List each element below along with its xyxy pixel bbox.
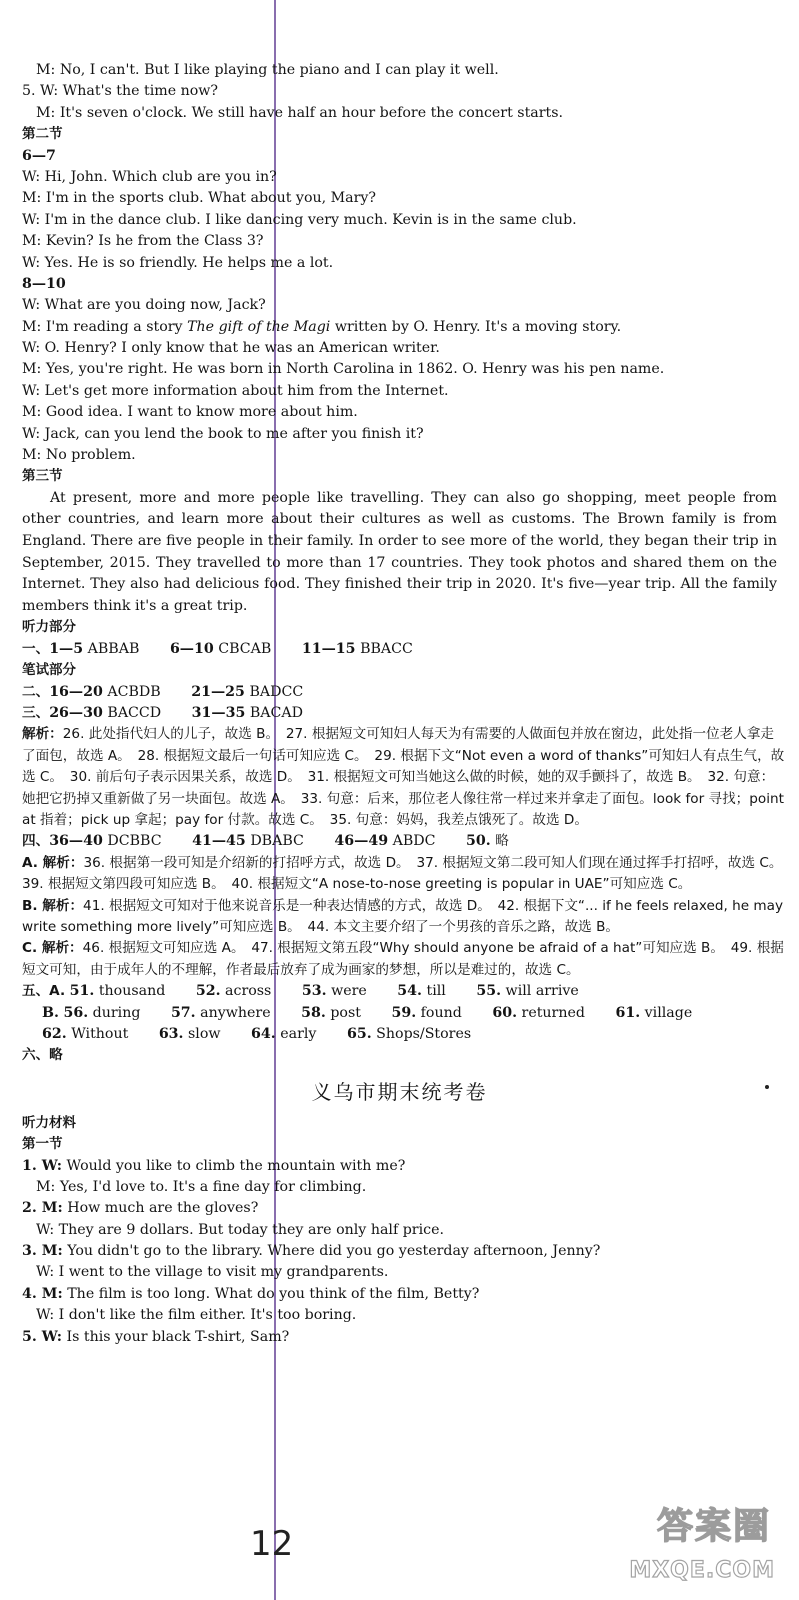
dialog-line: W: O. Henry? I only know that he was an American writer.: [22, 340, 440, 357]
answers: DCBBC: [107, 833, 162, 850]
analysis-label: C. 解析：: [22, 940, 83, 957]
answers: BADCC: [249, 683, 304, 700]
page-number: 12: [250, 1524, 294, 1564]
dialog-text: The film is too long. What do you think of the film, Betty?: [67, 1285, 480, 1302]
dialog-line: [0, 1177, 799, 1198]
item-answer: across: [225, 983, 272, 1000]
dialog-text: I went to the village to visit my grandparents.: [58, 1264, 389, 1281]
item-number: 51.: [69, 983, 95, 1000]
part-prefix: 三、: [22, 704, 50, 721]
written-heading: 笔试部分: [22, 662, 76, 679]
item-answer: will arrive: [505, 983, 579, 1000]
analysis-block-b: [0, 896, 799, 939]
dialog-line: W: I'm in the dance club. I like dancing very much. Kevin is in the same club.: [22, 211, 577, 228]
dialog-text: I don't like the film either. It's too boring.: [58, 1307, 357, 1324]
question-group-label: 8—10: [22, 275, 66, 292]
part-prefix: B.: [42, 1004, 59, 1021]
dialog-line: [0, 317, 799, 338]
range: 26—30: [49, 704, 103, 721]
section-label: 第三节: [22, 468, 63, 485]
dialog-line: [0, 1262, 799, 1283]
answers: ABDC: [392, 833, 436, 850]
item-number: 54.: [397, 983, 422, 1000]
part-prefix: 四、: [22, 833, 50, 850]
analysis-label: B. 解析：: [22, 897, 84, 914]
item-answer: Without: [71, 1025, 129, 1042]
analysis-block: [0, 724, 799, 831]
item-number: 53.: [301, 983, 327, 1000]
answer-line: [0, 831, 799, 852]
range: 36—40: [49, 833, 103, 850]
speaker: 3. M:: [22, 1243, 63, 1260]
dialog-text: M: I'm reading a story: [22, 318, 188, 335]
dialog-line: [0, 1284, 799, 1305]
dialog-text: Yes, I'd love to. It's a fine day for climbing.: [59, 1178, 367, 1195]
part-prefix: 一、: [22, 640, 50, 657]
book-title: The gift of the Magi: [187, 318, 331, 335]
dialog-line: [0, 1156, 799, 1177]
answers: BACCD: [107, 704, 162, 721]
dialog-line: M: Good idea. I want to know more about him.: [22, 404, 358, 421]
listening-heading: 听力部分: [22, 619, 76, 636]
answers: ACBDB: [107, 683, 161, 700]
speaker: W:: [36, 1307, 55, 1324]
answers: BBACC: [360, 640, 413, 657]
dialog-text: They are 9 dollars. But today they are only half price.: [58, 1221, 444, 1238]
item-number: 62.: [42, 1025, 67, 1042]
exam-title: [0, 1077, 799, 1107]
speaker: 5. W:: [22, 1328, 62, 1345]
item-answer: slow: [188, 1025, 221, 1042]
analysis-block-c: [0, 938, 799, 981]
analysis-text: 26. 此处指代妇人的儿子，故选 B。 27. 根据短文可知妇人每天为有需要的人做面包并放在窗边，此处指一位老人拿走了面包，故选 A。 28. 根据短文最后一句话可知应选 C。 29. 根据下文“Not even a word of thanks”可知妇人有点生气，故选 C。 30. 前后句子表示因果关系，故选 D。 31. 根据短文可知当她这么做的时候，她的双手颤抖了，故选 B。 32. 句意：她把它扔掉又重新做了另一块面包。故选 A。 33. 句意：后来，那位老人像往常一样过来并拿走了面包。look for 寻找；point at 指着；pick up 拿起；pay for 付款。故选 C。 35. 句意：妈妈，我差点饿死了。故选 D。: [22, 726, 785, 828]
item-answer: found: [420, 1004, 462, 1021]
analysis-block-a: [0, 853, 799, 896]
dialog-text: How much are the gloves?: [67, 1200, 259, 1217]
item-number: 55.: [476, 983, 502, 1000]
item-number: 61.: [615, 1004, 641, 1021]
range: 46—49: [334, 833, 389, 850]
item-answer: village: [644, 1004, 693, 1021]
item-answer: anywhere: [200, 1004, 271, 1021]
item-answer: Shops/Stores: [376, 1025, 472, 1042]
dialog-line: [0, 1220, 799, 1241]
range: 41—45: [192, 833, 246, 850]
dialog-line: M: No, I can't. But I like playing the piano and I can play it well.: [36, 62, 499, 78]
item-answer: post: [330, 1004, 361, 1021]
speaker: M:: [36, 1178, 56, 1195]
item-number: 59.: [391, 1004, 417, 1021]
dialog-text: written by O. Henry. It's a moving story.: [330, 318, 622, 335]
dialog-line: [0, 1305, 799, 1326]
item-number: 63.: [158, 1025, 184, 1042]
answer-line: [0, 1003, 799, 1024]
listening-material-heading: 听力材料: [22, 1114, 76, 1131]
dialog-text: Would you like to climb the mountain with me?: [66, 1157, 406, 1174]
answers: CBCAB: [218, 640, 272, 657]
answers: DBABC: [250, 833, 304, 850]
item-number: 60.: [492, 1004, 518, 1021]
analysis-text: 41. 根据短文可知对于他来说音乐是一种表达情感的方式，故选 D。 42. 根据下文“... if he feels relaxed, he may write something more lively”可知应选 B。 44. 本文主要介绍了一个男孩的音乐之路，故选 B。: [22, 897, 784, 935]
answer-line: [0, 1024, 799, 1045]
range: 21—25: [191, 683, 245, 700]
item-answer: returned: [521, 1004, 585, 1021]
dialog-line: W: Yes. He is so friendly. He helps me a lot.: [22, 254, 334, 271]
dialog-line: W: Hi, John. Which club are you in?: [22, 168, 277, 185]
item-answer: during: [92, 1004, 141, 1021]
dialog-line: M: I'm in the sports club. What about you, Mary?: [22, 190, 377, 207]
answer-line: [0, 703, 799, 724]
dialog-line: M: Kevin? Is he from the Class 3?: [22, 233, 264, 250]
answer-page: [0, 60, 799, 1348]
dialog-line: W: What are you doing now, Jack?: [22, 297, 266, 314]
dialog-line: 5. W: What's the time now?: [22, 83, 219, 100]
answer-line: [0, 682, 799, 703]
watermark-cn: 答案圈: [656, 1506, 771, 1547]
item-answer: were: [331, 983, 367, 1000]
dialog-line: M: No problem.: [22, 447, 136, 464]
dialog-line: [0, 1241, 799, 1262]
range: 6—10: [169, 640, 214, 657]
part-prefix: 五、A.: [22, 983, 66, 1000]
item-number: 52.: [195, 983, 221, 1000]
speaker: W:: [36, 1264, 55, 1281]
item-answer: till: [426, 983, 446, 1000]
analysis-text: 46. 根据短文可知应选 A。 47. 根据短文第五段“Why should anyone be afraid of a hat”可知应选 B。 49. 根据短文可知，由于成年人的不理解，作者最后放弃了成为画家的梦想，所以是难过的，故选 C。: [22, 940, 784, 978]
range: 50.: [466, 833, 491, 850]
section-label: 第二节: [22, 126, 63, 143]
dialog-line: [0, 1327, 799, 1348]
item-number: 56.: [63, 1004, 89, 1021]
item-number: 57.: [170, 1004, 196, 1021]
answer-line: [0, 981, 799, 1002]
item-answer: early: [280, 1025, 317, 1042]
range: 1—5: [49, 640, 84, 657]
passage-text: At present, more and more people like travelling. They can also go shopping, meet people from other countries, and learn more about their cultures as well as customs. The Brown family is from England. There are five people in their family. In order to see more of the world, they began their trip in September, 2015. They travelled to more than 17 countries. They took photos and shared them on the Internet. They also had delicious food. They finished their trip in 2020. It's five—year trip. All the family members think it's a great trip.: [22, 489, 777, 614]
item-number: 64.: [251, 1025, 276, 1042]
dot-mark: [765, 1085, 769, 1089]
analysis-label: 解析：: [22, 726, 63, 743]
part-prefix: 二、: [22, 683, 50, 700]
speaker: W:: [36, 1221, 55, 1238]
item-answer: thousand: [98, 983, 166, 1000]
dialog-line: W: Jack, can you lend the book to me after you finish it?: [22, 425, 424, 442]
exam-title-text: 义乌市期末统考卷: [311, 1079, 488, 1104]
answers: BACAD: [249, 704, 304, 721]
part6-line: 六、略: [22, 1047, 63, 1064]
answer-line: [0, 639, 799, 660]
dialog-line: M: Yes, you're right. He was born in North Carolina in 1862. O. Henry was his pen name.: [22, 361, 665, 378]
passage: [0, 488, 799, 618]
item-number: 65.: [346, 1025, 372, 1042]
item-number: 58.: [301, 1004, 326, 1021]
analysis-label: A. 解析：: [22, 854, 84, 871]
dialog-text: You didn't go to the library. Where did you go yesterday afternoon, Jenny?: [67, 1243, 601, 1260]
speaker: 4. M:: [22, 1285, 63, 1302]
analysis-text: 36. 根据第一段可知是介绍新的打招呼方式，故选 D。 37. 根据短文第二段可知人们现在通过挥手打招呼，故选 C。 39. 根据短文第四段可知应选 B。 40. 根据短文“A nose-to-nose greeting is popular in UAE”可知应选 C。: [22, 854, 790, 893]
range: 16—20: [49, 683, 103, 700]
question-group-label: 6—7: [22, 147, 56, 164]
dialog-text: Is this your black T-shirt, Sam?: [66, 1328, 290, 1345]
range: 11—15: [301, 640, 356, 657]
dialog-line: W: Let's get more information about him from the Internet.: [22, 382, 449, 399]
watermark-logo: [613, 1506, 781, 1592]
answers: 略: [495, 833, 509, 850]
speaker: 2. M:: [22, 1200, 63, 1217]
dialog-line: [0, 1198, 799, 1219]
answers: ABBAB: [87, 640, 140, 657]
speaker: 1. W:: [22, 1157, 62, 1174]
section-label: 第一节: [22, 1136, 63, 1153]
watermark-en: MXQE.COM: [629, 1558, 775, 1583]
range: 31—35: [191, 704, 246, 721]
dialog-line: M: It's seven o'clock. We still have half an hour before the concert starts.: [36, 104, 564, 121]
